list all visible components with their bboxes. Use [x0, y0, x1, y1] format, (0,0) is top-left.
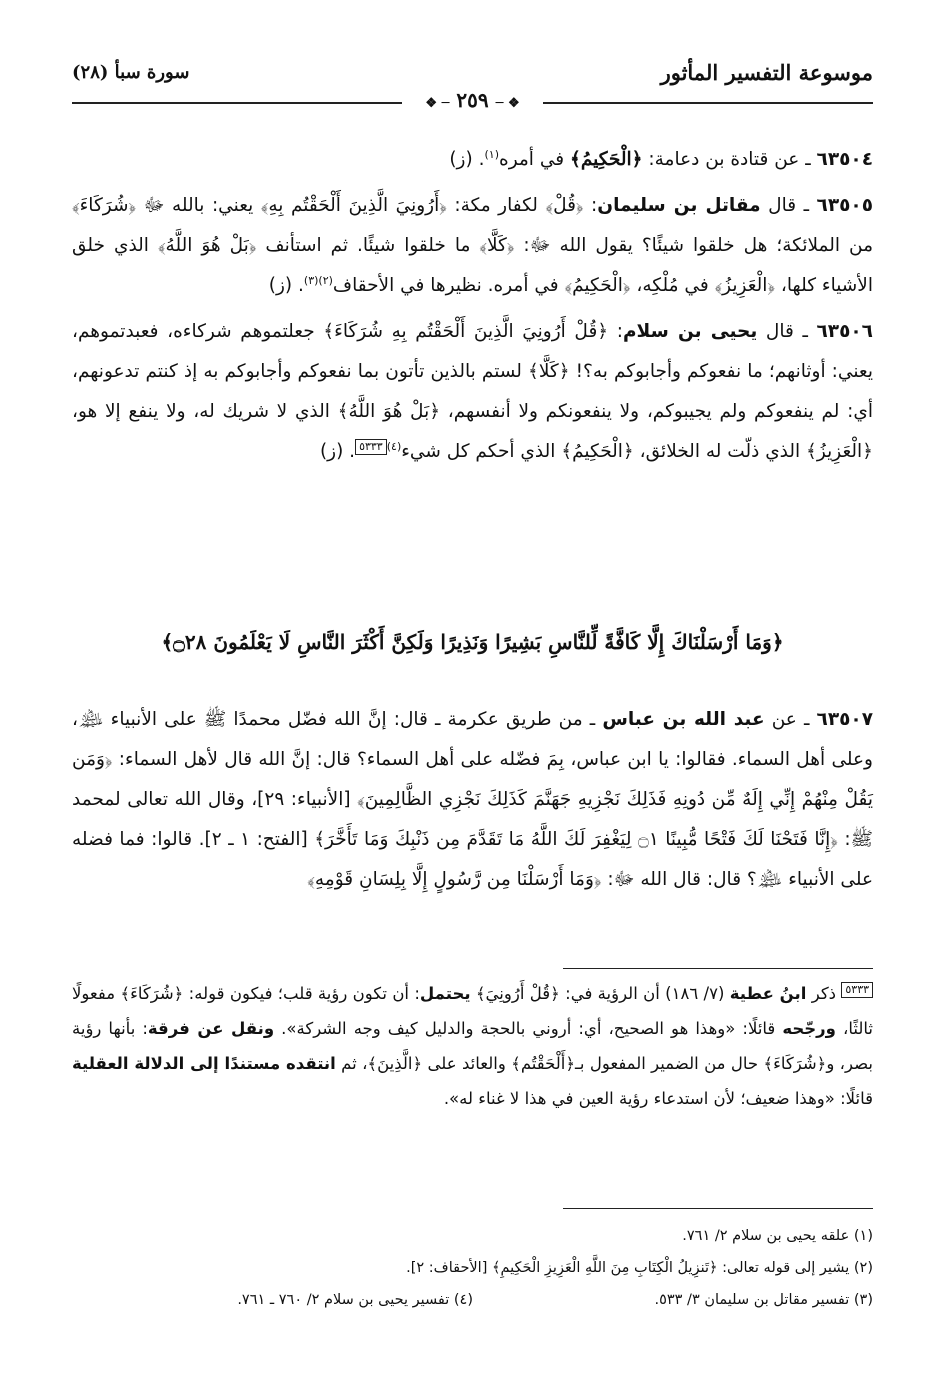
header-rule-left: [72, 102, 402, 104]
source-code: . (ز): [449, 149, 485, 170]
source-code: . (ز): [319, 441, 356, 462]
commentary-bold: ورجّحه: [782, 1019, 836, 1038]
page-header: [72, 60, 873, 112]
ayah-verse: ﴿وَمَا أَرْسَلْنَاكَ إِلَّا كَافَّةً لِّلنَّاسِ بَشِيرًا وَنَذِيرًا وَلَكِنَّ أَكْثَرَ النَّاسِ لَا يَعْلَمُونَ ۝٢٨﴾: [161, 630, 784, 654]
commentary-tag: ٥٣٣٣: [355, 439, 387, 455]
main-text: [72, 140, 873, 478]
page-number: ٢٥٩: [456, 88, 489, 112]
footnote-row-3-4: [72, 1284, 873, 1316]
commentary-tag: ٥٣٣٣: [841, 982, 873, 998]
footnote-divider: [563, 1208, 873, 1209]
ornament-icon: ❖ ─: [495, 96, 520, 111]
commentary-text: (٧/ ١٨٦) أن الرؤية في: ﴿قُلْ أَرُونِيَ﴾: [470, 984, 730, 1003]
commentary-bold: انتقده مستندًا إلى الدلالة العقلية: [72, 1054, 336, 1073]
entry-number: ٦٣٥٠٧: [816, 709, 874, 730]
footnotes: [72, 1220, 873, 1316]
entry-text: ـ من طريق عكرمة ـ قال: إنَّ الله فضّل محمدًا ﷺ على الأنبياء ﵈، وعلى أهل السماء. فقالوا: يا ابن عباس، بِمَ فضّله على أهل السماء؟ قال: إنَّ الله قال لأهل السماء: ﴿وَمَن يَقُلْ مِنْهُمْ إِنِّي إِلَهٌ مِّن دُونِهِ فَذَلِكَ نَجْزِيهِ جَهَنَّمَ كَذَلِكَ نَجْزِي الظَّالِمِينَ﴾ [الأنبياء: ٢٩]، وقال الله تعالى لمحمد ﷺ: ﴿إِنَّا فَتَحْنَا لَكَ فَتْحًا مُّبِينًا ۝١ لِيَغْفِرَ لَكَ اللَّهُ مَا تَقَدَّمَ مِن ذَنْبِكَ وَمَا تَأَخَّرَ﴾ [الفتح: ١ ـ ٢]. قالوا: فما فضله على الأنبياء ﵈؟ قال: قال الله ﷻ: ﴿وَمَا أَرْسَلْنَا مِن رَّسُولٍ إِلَّا بِلِسَانِ قَوْمِهِ﴾: [72, 709, 873, 890]
footnote-4: (٤) تفسير يحيى بن سلام ٢/ ٧٦٠ ـ ٧٦١.: [237, 1292, 473, 1308]
commentary-text: قائلًا: «وهذا ضعيف؛ لأن استدعاء رؤية العين في هذا لا غناء له».: [443, 1089, 873, 1108]
commentary-text: : بأنها رؤية بصر، و﴿شُرَكَاءَ﴾ حال من الضمير المفعول بـ﴿أَلْحَقْتُم﴾ والعائد على ﴿الَّذِينَ﴾، ثم: [72, 1019, 873, 1073]
commentary-text: : أن تكون رؤية قلب؛ فيكون قوله: ﴿شُرَكَاءَ﴾ مفعولًا ثالثًا،: [72, 984, 873, 1038]
entry-text: : ﴿قُلْ﴾ لكفار مكة: ﴿أَرُونِيَ الَّذِينَ أَلْحَقْتُم بِهِ﴾ يعني: بالله ﷻ ﴿شُرَكَاءَ﴾ من الملائكة؛ هل خلقوا شيئًا؟ يقول الله ﷻ: ﴿كَلَّا﴾ ما خلقوا شيئًا. ثم استأنف ﴿بَلْ هُوَ اللَّهُ﴾ الذي خلق الأشياء كلها، ﴿الْعَزِيزُ﴾ في مُلْكِه، ﴿الْحَكِيمُ﴾ في أمره. نظيرها في الأحقاف: [72, 195, 873, 296]
header-rule-right: [543, 102, 873, 104]
entry-text: ـ قال: [760, 195, 817, 216]
footnote-ref: (٤): [386, 439, 402, 453]
page-number-box: [415, 88, 529, 112]
narrator-name: مقاتل بن سليمان: [597, 195, 761, 216]
quran-quote: ﴿الْحَكِيمُ﴾: [569, 149, 643, 170]
entry-63506: [72, 312, 873, 472]
commentary-text: ذكر: [806, 984, 842, 1003]
footnote-ref: (١): [484, 147, 499, 161]
commentary-block: [72, 976, 873, 1116]
entry-text: في أمره: [499, 149, 570, 170]
commentary-bold: يحتمل: [419, 984, 471, 1003]
commentary-divider: [563, 968, 873, 969]
surah-label: سورة سبأ (٢٨): [72, 62, 190, 83]
source-code: . (ز): [268, 275, 304, 296]
entry-63507: [72, 700, 873, 900]
footnote-2: (٢) يشير إلى قوله تعالى: ﴿تَنزِيلُ الْكِتَابِ مِنَ اللَّهِ الْعَزِيزِ الْحَكِيمِ﴾ [الأحقاف: ٢].: [406, 1260, 873, 1276]
narrator-name: عبد الله بن عباس: [602, 709, 765, 730]
entry-text: ـ عن: [764, 709, 817, 730]
entry-text: ـ عن قتادة بن دعامة:: [642, 149, 817, 170]
commentary-bold: ونقل عن فرقة: [147, 1019, 275, 1038]
entry-number: ٦٣٥٠٥: [816, 195, 873, 216]
entry-number: ٦٣٥٠٤: [816, 149, 873, 170]
entry-text: : ﴿قُلْ أَرُونِيَ الَّذِينَ أَلْحَقْتُم بِهِ شُرَكَاءَ﴾ جعلتموهم شركاءه، فعبدتموهم، يعني: أوثانهم؛ ما نفعوكم وأجابوكم به؟! ﴿كَلَّا﴾ لستم بالذين تأتون بما نفعوكم وأجابوكم به إذ كنتم تدعونهم، أي: لم ينفعوكم ولم يجيبوكم، ولا ينفعونكم ولا أنفسهم، ﴿بَلْ هُوَ اللَّهُ﴾ الذي لا شريك له، ولا ينفع إلا هو، ﴿الْعَزِيزُ﴾ الذي ذلّت له الخلائق، ﴿الْحَكِيمُ﴾ الذي أحكم كل شيء: [72, 321, 873, 462]
footnote-1: (١) علقه يحيى بن سلام ٢/ ٧٦١.: [682, 1228, 873, 1244]
ornament-icon: ─ ❖: [425, 96, 450, 111]
entry-text: ـ قال: [757, 321, 817, 342]
entry-number: ٦٣٥٠٦: [816, 321, 873, 342]
narrator-name: يحيى بن سلام: [622, 321, 758, 342]
entry-63505: [72, 186, 873, 306]
commentary-bold: ابنُ عطية: [729, 984, 807, 1003]
footnote-3: (٣) تفسير مقاتل بن سليمان ٣/ ٥٣٣.: [654, 1292, 873, 1308]
main-text-2: [72, 700, 873, 906]
book-title: موسوعة التفسير المأثور: [660, 60, 873, 85]
footnote-ref: (٢)(٣): [303, 273, 333, 287]
commentary-text: قائلًا: «وهذا هو الصحيح، أي: أروني بالحجة والدليل كيف وجه الشركة».: [274, 1019, 783, 1038]
entry-63504: [72, 140, 873, 180]
